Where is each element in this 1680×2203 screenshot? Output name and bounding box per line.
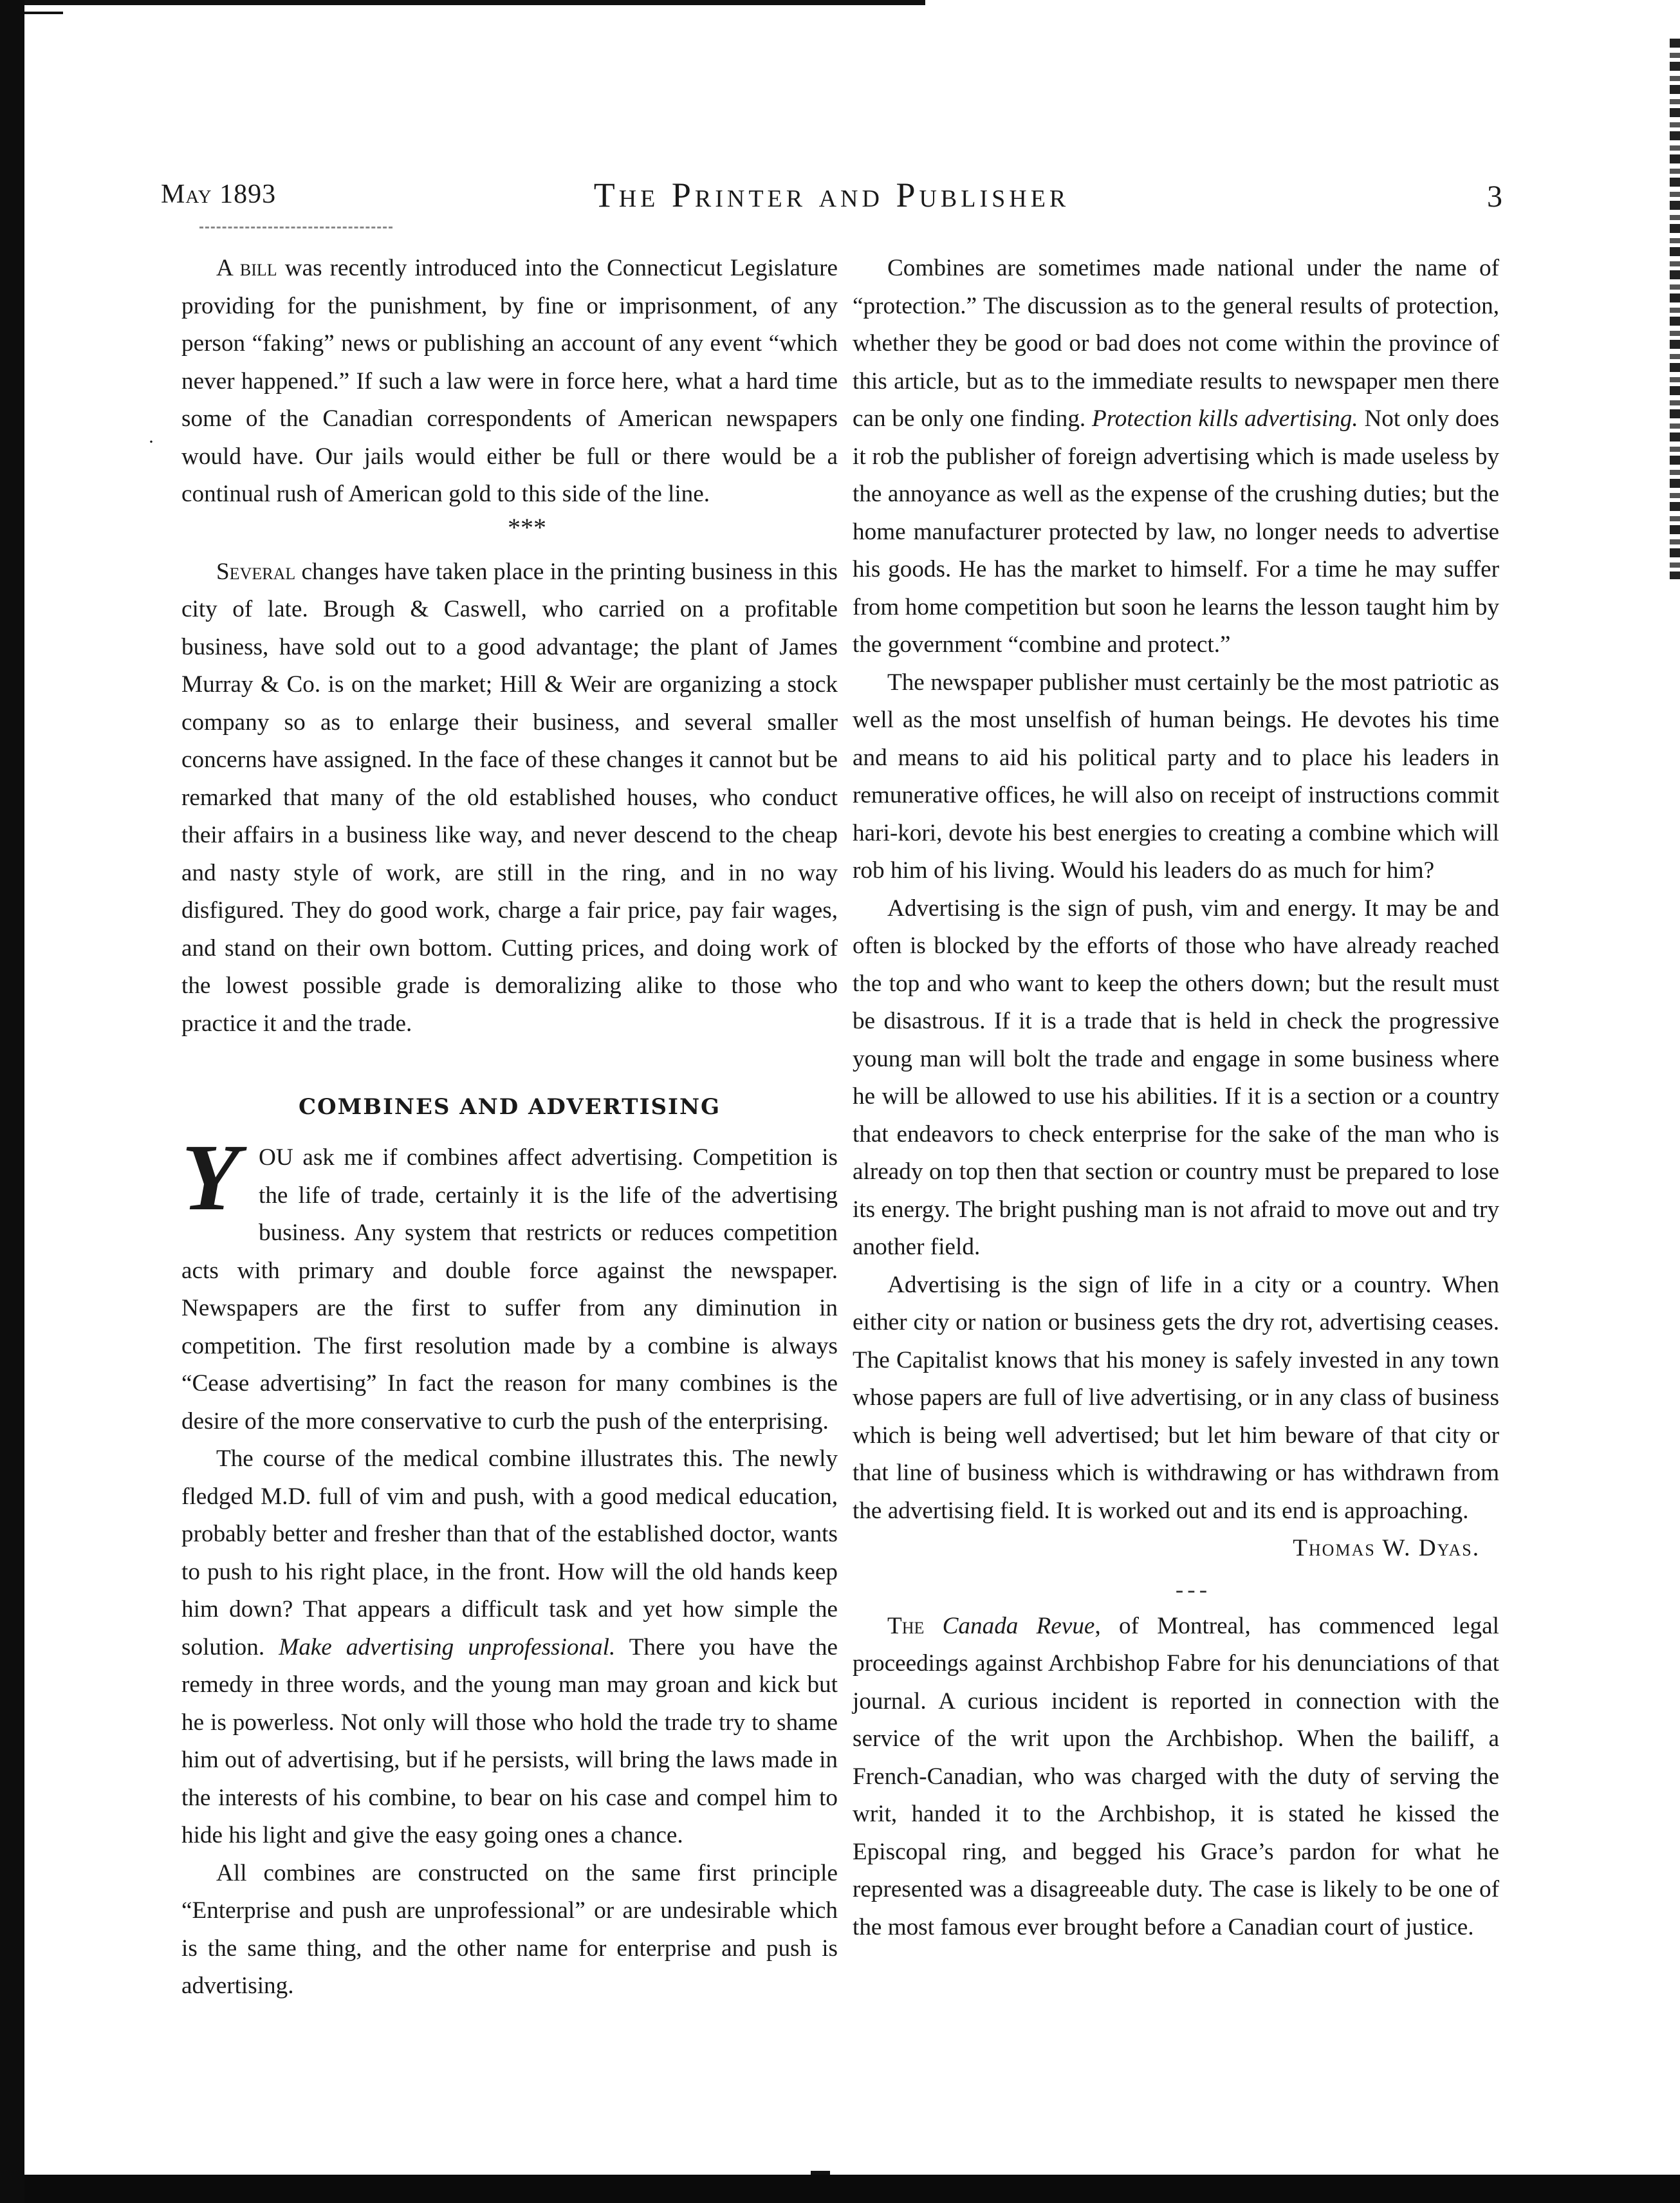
page-number: 3: [1487, 180, 1502, 214]
right-column: [853, 250, 1499, 1946]
paragraph-text: OU ask me if combines affect advertising. Competition is the life of trade, certainly it is the life of the advertising business. Any system that restricts or reduces competition acts with primary and double force against the newspaper. Newspapers are the first to suffer from any diminution in competition. The first resolution made by a combine is always “Cease advertising” In fact the reason for many combines is the desire of the more conservative to curb the push of the enterprising.: [181, 1144, 838, 1435]
issue-date: May 1893: [161, 180, 277, 209]
journal-name: Canada Revue: [942, 1612, 1095, 1639]
paragraph-publisher: The newspaper publisher must certainly be the most patriotic as well as the most unselfish of human beings. He devotes his time and means to aid his political party and to place his leaders in remunerative offices, he will also on receipt of instructions commit hari-kori, devote his best energies to creating a combine which will rob him of his living. Would his leaders do as much for him?: [853, 669, 1499, 884]
lead-in: A bill: [216, 255, 277, 281]
paragraph-text: The course of the medical combine illustrates this. The newly fledged M.D. full of vim and push, with a good medical education, probably better and fresher than that of the established doctor, wants to push to his right place, in the front. How will the old hands keep him down? That appears a difficult task and yet how simple the solution.: [181, 1445, 838, 1660]
paragraph-medical: [181, 1440, 838, 1855]
paragraph-intro: [181, 1125, 838, 1440]
paragraph-text: Not only does it rob the publisher of foreign advertising which is made useless by the annoyance as well as the expense of the crushing duties; but the home manufacturer protected by law, no longer needs to advertise his goods. He has the market to himself. For a time he may suffer from home competition but soon he learns the lesson taught him by the government “combine and protect.”: [853, 405, 1499, 658]
article-heading: COMBINES AND ADVERTISING: [298, 1094, 721, 1120]
paragraph-text: Combines are sometimes made national under the name of “protection.” The discussion as to the general results of protection, whether they be good or bad does not come within the province of this article, but as to the immediate results to newspaper men there can be only one finding.: [853, 255, 1499, 432]
emphasis-text: Protection kills advertising.: [1091, 405, 1358, 432]
scan-top-mark: [24, 12, 63, 14]
drop-cap: Y: [181, 1125, 240, 1231]
scan-bottom-border: [24, 2175, 1680, 2203]
author-signature: Thomas W. Dyas.: [1293, 1535, 1480, 1561]
asterism-divider: ***: [508, 512, 546, 542]
lead-in: The: [887, 1612, 925, 1639]
left-column: [181, 250, 838, 2005]
paragraph-protection: [853, 250, 1499, 664]
scan-right-edge: [1670, 39, 1680, 579]
paragraph-push: Advertising is the sign of push, vim and energy. It may be and often is blocked by the efforts of those who have already reached the top and who want to keep the others down; but the result must be disastrous. If it is a trade that is held in check the progressive young man will bolt the trade and engage in some business where he will be allowed to use his abilities. If it is a section or a country that endeavors to check enterprise for the sake of the man who is already on top then that section or country must be prepared to lose its energy. The bright pushing man is not afraid to move out and try another field.: [853, 895, 1499, 1260]
page-header: [161, 176, 1502, 218]
header-divider: [199, 227, 392, 228]
lead-in: Several: [216, 558, 296, 585]
paragraph-text: There you have the remedy in three words, and the young man may groan and kick but he is powerless. Not only will those who hold the trade try to shame him out of advertising, but if he persists, will bring the laws made in the interests of his combine, to bear on his case and compel him to hide his light and give the easy going ones a chance.: [181, 1633, 838, 1848]
section-separator: ---: [1175, 1576, 1212, 1603]
paragraph-life: Advertising is the sign of life in a city or a country. When either city or nation or business gets the dry rot, advertising ceases. The Capitalist knows that his money is safely invested in any town whose papers are full of live advertising, or in any class of business which is being well advertised; but let him beware of that city or that line of business which is withdrawing or has withdrawn from the advertising field. It is worked out and its end is approaching.: [853, 1271, 1499, 1524]
margin-mark: ·: [148, 431, 154, 452]
paragraph-canada-revue: [853, 1608, 1499, 1947]
emphasis-text: Make advertising unprofessional.: [279, 1633, 616, 1660]
scan-bottom-notch: [811, 2171, 830, 2175]
scan-top-rule: [24, 0, 925, 5]
paragraph-text: changes have taken place in the printing business in this city of late. Brough & Caswell, who carried on a profitable business, have sold out to a good advantage; the plant of James Murray & Co. is on the market; Hill & Weir are organizing a stock company so as to enlarge their business, and several smaller concerns have assigned. In the face of these changes it cannot but be remarked that many of the old established houses, who conduct their affairs in a business like way, and never descend to the cheap and nasty style of work, are still in the ring, and in no way disfigured. They do good work, charge a fair price, pay fair wages, and stand on their own bottom. Cutting prices, and doing work of the lowest possible grade is demoralizing alike to those who practice it and the trade.: [181, 558, 838, 1037]
scan-left-border: [0, 0, 24, 2203]
paragraph-changes: [181, 553, 838, 1043]
paragraph-principle: All combines are constructed on the same first principle “Enterprise and push are unprofessional” or are undesirable which is the same thing, and the other name for enterprise and push is advertising.: [181, 1859, 838, 1999]
paragraph-text: , of Montreal, has commenced legal proceedings against Archbishop Fabre for his denunciations of that journal. A curious incident is reported in connection with the service of the writ upon the Archbishop. When the bailiff, a French-Canadian, who was charged with the duty of serving the writ, handed it to the Archbishop, it is stated he kissed the Episcopal ring, and begged his Grace’s pardon for what he represented was a disagreeable duty. The case is likely to be one of the most famous ever brought before a Canadian court of justice.: [853, 1612, 1499, 1940]
publication-title: The Printer and Publisher: [593, 176, 1070, 214]
paragraph-bill: [181, 250, 838, 514]
paragraph-text: was recently introduced into the Connecticut Legislature providing for the punishment, by fine or imprisonment, of any person “faking” news or publishing an account of any event “which never happened.” If such a law were in force here, what a hard time some of the Canadian correspondents of American newspapers would have. Our jails would either be full or there would be a continual rush of American gold to this side of the line.: [181, 255, 838, 507]
